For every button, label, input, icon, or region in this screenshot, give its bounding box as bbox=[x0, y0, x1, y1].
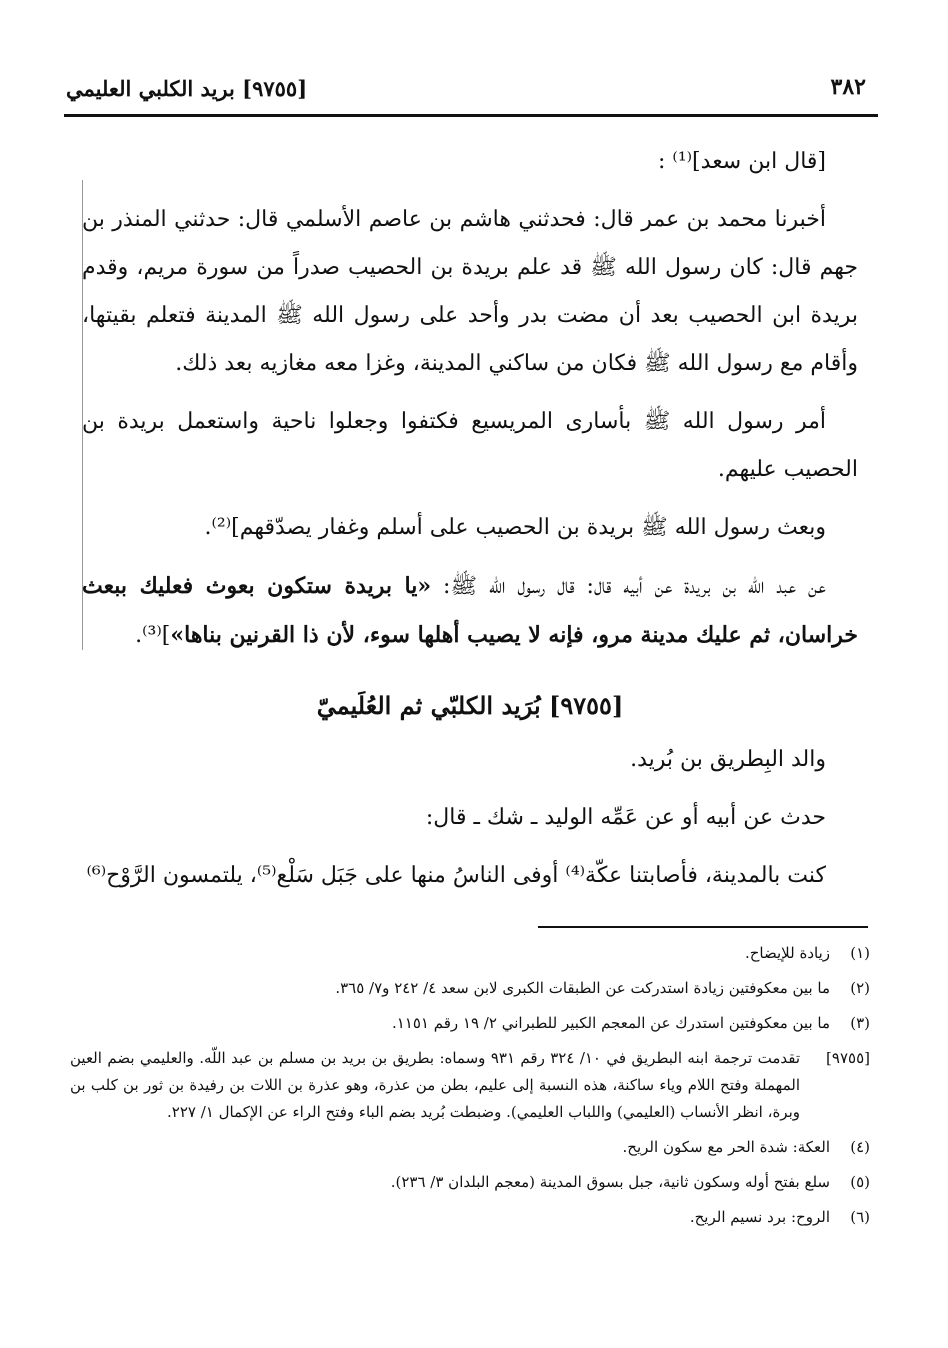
footnote-text: العكة: شدة الحر مع سكون الريح. bbox=[622, 1138, 830, 1156]
footnote-number: (١) bbox=[850, 944, 870, 962]
main-text bbox=[82, 138, 858, 910]
footnote-text: ما بين معكوفتين استدرك عن المعجم الكبير للطبراني ٢/ ١٩ رقم ١١٥١. bbox=[391, 1014, 830, 1032]
paragraph-7: حدث عن أبيه أو عن عَمِّه الوليد ـ شك ـ قال: bbox=[425, 805, 826, 830]
paragraph-4: وبعث رسول الله ﷺ بريدة بن الحصيب على أسلم وغفار يصدّقهم]⁽²⁾. bbox=[204, 515, 826, 540]
footnote-number: (٥) bbox=[850, 1173, 870, 1191]
paragraph-8: كنت بالمدينة، فأصابتنا عكّة⁽⁴⁾ أوفى الناسُ منها على جَبَل سَلْع⁽⁵⁾، يلتمسون الرَّوْح⁽⁶⁾ bbox=[86, 863, 826, 888]
footnote-number: (٦) bbox=[850, 1208, 870, 1226]
footnote-text: الروح: برد نسيم الريح. bbox=[689, 1208, 830, 1226]
footnote bbox=[70, 1134, 870, 1161]
paragraph-5 bbox=[82, 562, 858, 660]
page-header bbox=[64, 72, 878, 110]
footnote-number: (٣) bbox=[850, 1014, 870, 1032]
paragraph-3: أمر رسول الله ﷺ بأسارى المريسيع فكتفوا وجعلوا ناحية واستعمل بريدة بن الحصيب عليهم. bbox=[82, 409, 858, 482]
footnote-rule bbox=[538, 926, 868, 928]
paragraph-1: [قال ابن سعد]⁽¹⁾ : bbox=[658, 149, 826, 174]
paragraph-6: والد البِطريق بن بُريد. bbox=[630, 747, 826, 772]
footnote-number: [٩٧٥٥] bbox=[826, 1049, 870, 1067]
footnote bbox=[70, 1045, 870, 1126]
hadith-chain: عن عبد اللّه بن بريدة عن أبيه قال: قال رسول الله ﷺ: bbox=[431, 574, 826, 599]
header-rule bbox=[64, 114, 878, 117]
footnote-number: (٢) bbox=[850, 979, 870, 997]
footnote-text: سلع بفتح أوله وسكون ثانية، جبل بسوق المدينة (معجم البلدان ٣/ ٢٣٦). bbox=[390, 1173, 830, 1191]
footnote-number: (٤) bbox=[850, 1138, 870, 1156]
footnote bbox=[70, 940, 870, 967]
paragraph-2: أخبرنا محمد بن عمر قال: فحدثني هاشم بن عاصم الأسلمي قال: حدثني المنذر بن جهم قال: كان رسول الله ﷺ قد علم بريدة بن الحصيب صدراً من سورة مريم، وقدم بريدة ابن الحصيب بعد أن مضت بدر وأحد على رسول الله ﷺ المدينة فتعلم بقيتها، وأقام مع رسول الله ﷺ فكان من ساكني المدينة، وغزا معه مغازيه بعد ذلك. bbox=[82, 207, 858, 376]
footnotes bbox=[70, 940, 870, 1239]
page-number: ٣٨٢ bbox=[830, 74, 866, 100]
running-title: [٩٧٥٥] بريد الكلبي العليمي bbox=[66, 76, 308, 101]
footnote bbox=[70, 1169, 870, 1196]
hadith-end: ]⁽³⁾. bbox=[135, 623, 171, 648]
footnote-text: زيادة للإيضاح. bbox=[744, 944, 830, 962]
footnote-text: ما بين معكوفتين زيادة استدركت عن الطبقات الكبرى لابن سعد ٤/ ٢٤٢ و٧/ ٣٦٥. bbox=[335, 979, 830, 997]
footnote bbox=[70, 1010, 870, 1037]
footnote bbox=[70, 1204, 870, 1231]
hadith-text: «يا بريدة ستكون بعوث فعليك ببعث خراسان، ثم عليك مدينة مرو، فإنه لا يصيب أهلها سوء، لأن ذا القرنين بناها» bbox=[82, 573, 858, 648]
footnote bbox=[70, 975, 870, 1002]
entry-heading: [٩٧٥٥] بُرَيد الكلبّي ثم العُلَيميّ bbox=[316, 691, 624, 720]
footnote-text: تقدمت ترجمة ابنه البطريق في ١٠/ ٣٢٤ رقم ٩٣١ وسماه: بطريق بن بريد بن مسلم بن عبد اللّه. والعليمي بضم العين المهملة وفتح اللام وياء ساكنة، هذه النسبة إلى عليم، بطن من عذرة، وهو عذرة بن اللات بن رفيدة بن ثور بن كلب بن وبرة، انظر الأنساب (العليمي) واللباب العليمي). وضبطت بُريد بضم الباء وفتح الراء عن الإكمال ١/ ٢٢٧. bbox=[70, 1049, 801, 1121]
